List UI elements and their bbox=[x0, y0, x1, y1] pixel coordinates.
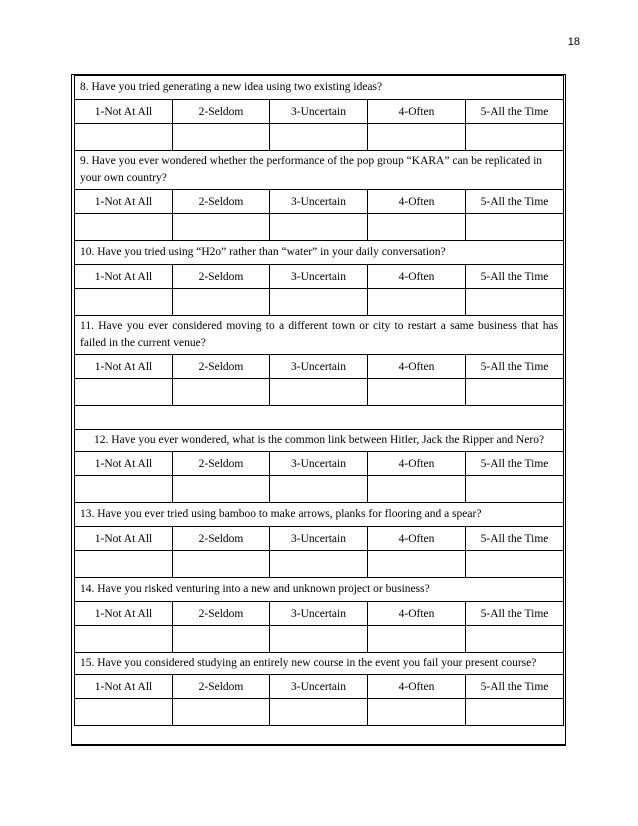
answer-cell[interactable] bbox=[173, 699, 270, 726]
question-text: 8. Have you tried generating a new idea using two existing ideas? bbox=[75, 76, 564, 100]
option-label: 1-Not At All bbox=[75, 265, 173, 289]
answer-cell[interactable] bbox=[466, 476, 564, 503]
options-row bbox=[75, 190, 564, 214]
option-label: 5-All the Time bbox=[466, 452, 564, 476]
spacer-cell bbox=[75, 406, 564, 430]
answer-cell[interactable] bbox=[173, 289, 270, 316]
question-row-8 bbox=[75, 76, 564, 100]
question-text: 9. Have you ever wondered whether the performance of the pop group “KARA” can be replicated in your own country? bbox=[75, 151, 564, 190]
option-label: 2-Seldom bbox=[173, 355, 270, 379]
options-row bbox=[75, 527, 564, 551]
option-label: 3-Uncertain bbox=[270, 355, 368, 379]
answer-cell[interactable] bbox=[173, 476, 270, 503]
question-text: 13. Have you ever tried using bamboo to make arrows, planks for flooring and a spear? bbox=[75, 503, 564, 527]
option-label: 1-Not At All bbox=[75, 190, 173, 214]
answer-cell[interactable] bbox=[173, 214, 270, 241]
answer-cell[interactable] bbox=[270, 626, 368, 653]
option-label: 5-All the Time bbox=[466, 602, 564, 626]
option-label: 3-Uncertain bbox=[270, 452, 368, 476]
options-row bbox=[75, 602, 564, 626]
option-label: 2-Seldom bbox=[173, 602, 270, 626]
answer-cell[interactable] bbox=[75, 626, 173, 653]
option-label: 5-All the Time bbox=[466, 100, 564, 124]
answer-cell[interactable] bbox=[270, 289, 368, 316]
option-label: 4-Often bbox=[368, 452, 466, 476]
option-label: 2-Seldom bbox=[173, 190, 270, 214]
answer-cell[interactable] bbox=[368, 379, 466, 406]
option-label: 2-Seldom bbox=[173, 265, 270, 289]
option-label: 5-All the Time bbox=[466, 355, 564, 379]
question-row-10 bbox=[75, 241, 564, 265]
answer-cell[interactable] bbox=[173, 379, 270, 406]
option-label: 3-Uncertain bbox=[270, 675, 368, 699]
answer-cell[interactable] bbox=[75, 124, 173, 151]
option-label: 4-Often bbox=[368, 190, 466, 214]
option-label: 1-Not At All bbox=[75, 527, 173, 551]
option-label: 2-Seldom bbox=[173, 452, 270, 476]
answer-row bbox=[75, 699, 564, 726]
answer-cell[interactable] bbox=[368, 214, 466, 241]
answer-cell[interactable] bbox=[466, 379, 564, 406]
answer-cell[interactable] bbox=[368, 626, 466, 653]
option-label: 1-Not At All bbox=[75, 675, 173, 699]
question-row-9 bbox=[75, 151, 564, 190]
answer-cell[interactable] bbox=[368, 551, 466, 578]
options-row bbox=[75, 355, 564, 379]
answer-cell[interactable] bbox=[75, 379, 173, 406]
answer-row bbox=[75, 379, 564, 406]
answer-cell[interactable] bbox=[75, 476, 173, 503]
answer-cell[interactable] bbox=[368, 124, 466, 151]
options-row bbox=[75, 100, 564, 124]
option-label: 2-Seldom bbox=[173, 675, 270, 699]
option-label: 1-Not At All bbox=[75, 452, 173, 476]
answer-cell[interactable] bbox=[75, 214, 173, 241]
question-row-12 bbox=[75, 430, 564, 452]
answer-row bbox=[75, 626, 564, 653]
option-label: 2-Seldom bbox=[173, 527, 270, 551]
answer-cell[interactable] bbox=[270, 551, 368, 578]
answer-row bbox=[75, 289, 564, 316]
answer-row bbox=[75, 124, 564, 151]
answer-cell[interactable] bbox=[173, 551, 270, 578]
option-label: 5-All the Time bbox=[466, 675, 564, 699]
answer-cell[interactable] bbox=[466, 699, 564, 726]
option-label: 4-Often bbox=[368, 527, 466, 551]
answer-row bbox=[75, 214, 564, 241]
options-row bbox=[75, 265, 564, 289]
option-label: 4-Often bbox=[368, 100, 466, 124]
option-label: 1-Not At All bbox=[75, 355, 173, 379]
answer-row bbox=[75, 476, 564, 503]
question-row-11 bbox=[75, 316, 564, 355]
answer-cell[interactable] bbox=[466, 551, 564, 578]
option-label: 3-Uncertain bbox=[270, 602, 368, 626]
option-label: 3-Uncertain bbox=[270, 265, 368, 289]
option-label: 3-Uncertain bbox=[270, 190, 368, 214]
option-label: 5-All the Time bbox=[466, 265, 564, 289]
answer-cell[interactable] bbox=[466, 124, 564, 151]
question-row-15 bbox=[75, 653, 564, 675]
question-row-13 bbox=[75, 503, 564, 527]
options-row bbox=[75, 452, 564, 476]
option-label: 3-Uncertain bbox=[270, 100, 368, 124]
page-number: 18 bbox=[567, 36, 580, 48]
answer-cell[interactable] bbox=[466, 289, 564, 316]
question-text: 10. Have you tried using “H2o” rather than “water” in your daily conversation? bbox=[75, 241, 564, 265]
answer-cell[interactable] bbox=[75, 551, 173, 578]
answer-cell[interactable] bbox=[173, 626, 270, 653]
option-label: 1-Not At All bbox=[75, 100, 173, 124]
answer-cell[interactable] bbox=[270, 124, 368, 151]
answer-cell[interactable] bbox=[270, 699, 368, 726]
answer-cell[interactable] bbox=[368, 289, 466, 316]
option-label: 1-Not At All bbox=[75, 602, 173, 626]
answer-cell[interactable] bbox=[466, 626, 564, 653]
option-label: 4-Often bbox=[368, 265, 466, 289]
question-text: 15. Have you considered studying an entirely new course in the event you fail your present course? bbox=[75, 653, 564, 675]
option-label: 5-All the Time bbox=[466, 190, 564, 214]
answer-cell[interactable] bbox=[368, 476, 466, 503]
option-label: 2-Seldom bbox=[173, 100, 270, 124]
answer-cell[interactable] bbox=[466, 214, 564, 241]
option-label: 4-Often bbox=[368, 602, 466, 626]
option-label: 5-All the Time bbox=[466, 527, 564, 551]
answer-cell[interactable] bbox=[75, 289, 173, 316]
option-label: 3-Uncertain bbox=[270, 527, 368, 551]
answer-cell[interactable] bbox=[75, 699, 173, 726]
question-row-14 bbox=[75, 578, 564, 602]
survey-table bbox=[74, 75, 564, 726]
option-label: 4-Often bbox=[368, 355, 466, 379]
answer-cell[interactable] bbox=[173, 124, 270, 151]
answer-row bbox=[75, 551, 564, 578]
answer-cell[interactable] bbox=[270, 379, 368, 406]
options-row bbox=[75, 675, 564, 699]
spacer-row bbox=[75, 406, 564, 430]
question-text: 12. Have you ever wondered, what is the common link between Hitler, Jack the Ripper and Nero? bbox=[75, 430, 564, 452]
question-text: 14. Have you risked venturing into a new and unknown project or business? bbox=[75, 578, 564, 602]
answer-cell[interactable] bbox=[368, 699, 466, 726]
option-label: 4-Often bbox=[368, 675, 466, 699]
answer-cell[interactable] bbox=[270, 214, 368, 241]
answer-cell[interactable] bbox=[270, 476, 368, 503]
question-text: 11. Have you ever considered moving to a different town or city to restart a same business that has failed in the current venue? bbox=[75, 316, 564, 355]
